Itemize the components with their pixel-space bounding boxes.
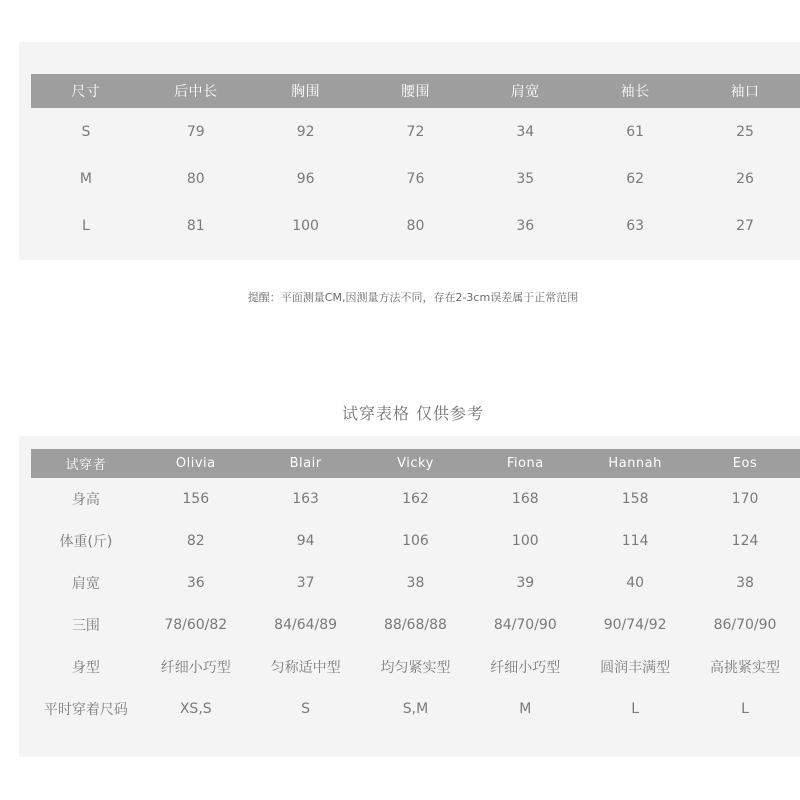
column-header: 肩宽 <box>470 74 580 108</box>
table-cell: 80 <box>186 170 205 187</box>
table-cell: 37 <box>296 575 315 591</box>
row-header-cell: 身高 <box>71 492 100 508</box>
size-chart-table <box>31 74 800 249</box>
table-row <box>31 688 800 730</box>
table-cell: L <box>631 701 640 717</box>
column-header: Eos <box>690 449 800 478</box>
column-header: 尺寸 <box>31 74 141 108</box>
size-chart-body <box>31 108 800 249</box>
table-cell: 38 <box>736 575 754 591</box>
table-row <box>31 478 800 520</box>
table-cell: 78/60/82 <box>164 617 228 633</box>
row-header-cell: S <box>81 123 91 140</box>
size-chart-panel <box>19 42 800 260</box>
fitting-table <box>31 449 800 730</box>
row-header-cell: L <box>82 217 90 234</box>
table-cell: 62 <box>626 170 645 187</box>
column-header: 胸围 <box>251 74 361 108</box>
table-cell: 86/70/90 <box>713 617 777 633</box>
column-header: 后中长 <box>141 74 251 108</box>
table-cell: 162 <box>402 491 429 507</box>
column-header: 袖长 <box>580 74 690 108</box>
table-cell: 圆润丰满型 <box>600 660 671 676</box>
table-cell: 124 <box>731 533 759 549</box>
table-cell: 84/70/90 <box>493 617 557 633</box>
table-cell: 34 <box>516 123 535 140</box>
table-cell: S <box>301 701 311 717</box>
column-header: Hannah <box>580 449 690 478</box>
table-cell: 158 <box>621 491 649 507</box>
table-cell: M <box>519 701 532 717</box>
row-header-cell: 身型 <box>71 660 100 676</box>
column-header: 袖口 <box>690 74 800 108</box>
table-cell: 94 <box>296 533 315 549</box>
table-row <box>31 202 800 249</box>
row-header-cell: 肩宽 <box>71 576 100 592</box>
table-row <box>31 562 800 604</box>
table-cell: 156 <box>182 491 210 507</box>
fitting-body <box>31 478 800 730</box>
table-cell: 170 <box>731 491 759 507</box>
table-cell: 80 <box>406 217 425 234</box>
table-cell: 90/74/92 <box>603 617 667 633</box>
fitting-table-title: 试穿表格 仅供参考 <box>341 404 485 423</box>
table-cell: L <box>741 701 749 717</box>
table-cell: XS,S <box>179 701 212 717</box>
table-cell: 26 <box>736 170 754 187</box>
table-cell: 36 <box>516 217 535 234</box>
table-cell: 40 <box>626 575 645 591</box>
column-header: Olivia <box>141 449 251 478</box>
table-cell: 61 <box>626 123 645 140</box>
column-header: 腰围 <box>361 74 471 108</box>
table-cell: 84/64/89 <box>274 617 338 633</box>
table-cell: 79 <box>186 123 205 140</box>
table-cell: 35 <box>516 170 535 187</box>
size-chart-header-row <box>31 74 800 108</box>
table-row <box>31 646 800 688</box>
table-row <box>31 108 800 155</box>
table-cell: 168 <box>511 491 539 507</box>
table-cell: 38 <box>406 575 425 591</box>
table-cell: 36 <box>186 575 205 591</box>
table-cell: 92 <box>296 123 315 140</box>
table-cell: 114 <box>621 533 649 549</box>
row-header-cell: 体重(斤) <box>59 534 113 550</box>
table-cell: 82 <box>186 533 205 549</box>
table-cell: 81 <box>186 217 205 234</box>
table-row <box>31 155 800 202</box>
table-cell: 163 <box>292 491 319 507</box>
measurement-note: 提醒：平面测量CM,因测量方法不同，存在2-3cm误差属于正常范围 <box>247 291 579 304</box>
table-cell: 39 <box>516 575 535 591</box>
table-cell: 63 <box>626 217 645 234</box>
table-cell: 纤细小巧型 <box>160 660 231 676</box>
row-header-cell: 三围 <box>71 618 100 634</box>
table-row <box>31 520 800 562</box>
row-header-cell: M <box>79 170 92 187</box>
table-cell: 100 <box>292 217 319 234</box>
fitting-header-row <box>31 449 800 478</box>
column-header: Vicky <box>361 449 471 478</box>
table-cell: 27 <box>736 217 754 234</box>
column-header: Blair <box>251 449 361 478</box>
table-cell: 76 <box>406 170 425 187</box>
column-header: Fiona <box>470 449 580 478</box>
table-cell: 25 <box>736 123 754 140</box>
table-cell: 88/68/88 <box>384 617 447 633</box>
table-cell: S,M <box>402 701 429 717</box>
table-cell: 均匀紧实型 <box>380 660 451 676</box>
table-row <box>31 604 800 646</box>
table-cell: 匀称适中型 <box>270 660 341 676</box>
table-cell: 106 <box>402 533 429 549</box>
fitting-panel <box>19 436 800 757</box>
table-cell: 96 <box>296 170 315 187</box>
row-header-cell: 平时穿着尺码 <box>43 702 128 718</box>
column-header: 试穿者 <box>31 449 141 478</box>
table-cell: 高挑紧实型 <box>710 660 781 676</box>
table-cell: 72 <box>406 123 425 140</box>
table-cell: 纤细小巧型 <box>490 660 561 676</box>
table-cell: 100 <box>511 533 539 549</box>
